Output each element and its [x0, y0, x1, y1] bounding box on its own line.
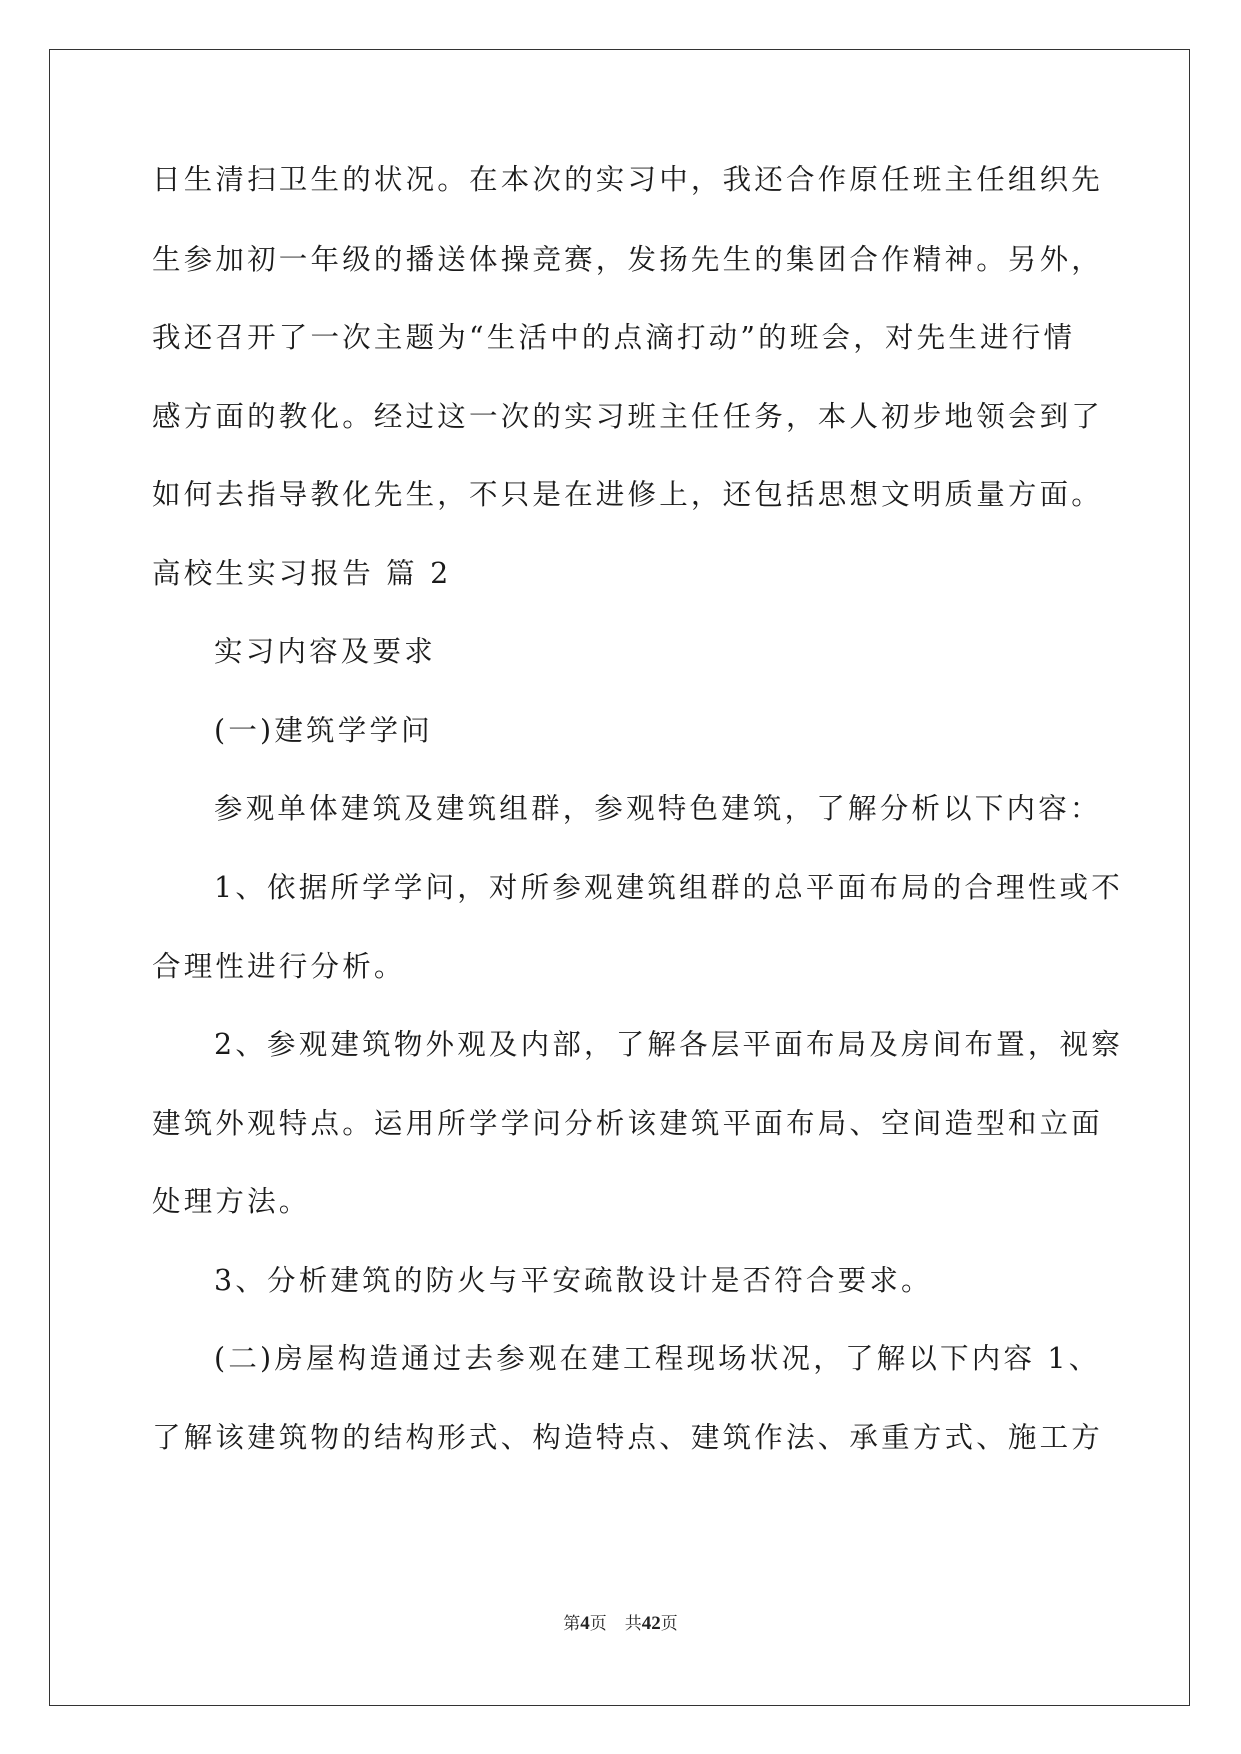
text-line: 合理性进行分析。 [152, 950, 406, 983]
text-line: 日生清扫卫生的状况。在本次的实习中，我还合作原任班主任组织先 [152, 163, 1104, 196]
text-line: 我还召开了一次主题为“生活中的点滴打动”的班会，对先生进行情 [152, 321, 1076, 354]
text-line: 3、分析建筑的防火与平安疏散设计是否符合要求。 [214, 1264, 933, 1297]
footer-page-number: 4 [580, 1613, 590, 1634]
footer-page-suffix: 页 [589, 1614, 607, 1634]
footer-total-suffix: 页 [660, 1614, 678, 1634]
text-line: (二)房屋构造通过去参观在建工程现场状况，了解以下内容 1、 [214, 1342, 1101, 1375]
footer-total-prefix: 共 [624, 1614, 642, 1634]
section-heading: 高校生实习报告 篇 2 [152, 557, 452, 590]
page-footer [0, 1612, 1241, 1636]
footer-total-pages: 42 [641, 1613, 661, 1634]
text-line: 处理方法。 [152, 1185, 311, 1218]
text-line: 2、参观建筑物外观及内部，了解各层平面布局及房间布置，视察 [214, 1028, 1123, 1061]
text-line: 参观单体建筑及建筑组群，参观特色建筑，了解分析以下内容： [214, 792, 1102, 825]
text-line: 建筑外观特点。运用所学学问分析该建筑平面布局、空间造型和立面 [152, 1107, 1104, 1140]
text-line: 1、依据所学学问，对所参观建筑组群的总平面布局的合理性或不 [214, 871, 1123, 904]
text-line: 生参加初一年级的播送体操竞赛，发扬先生的集团合作精神。另外， [152, 243, 1104, 276]
text-line: 了解该建筑物的结构形式、构造特点、建筑作法、承重方式、施工方 [152, 1421, 1104, 1454]
text-line: 感方面的教化。经过这一次的实习班主任任务，本人初步地领会到了 [152, 400, 1104, 433]
subsection-heading: (一)建筑学学问 [214, 714, 433, 747]
text-line: 如何去指导教化先生，不只是在进修上，还包括思想文明质量方面。 [152, 478, 1104, 511]
subsection-heading: 实习内容及要求 [214, 635, 436, 668]
footer-page-prefix: 第 [563, 1614, 581, 1634]
